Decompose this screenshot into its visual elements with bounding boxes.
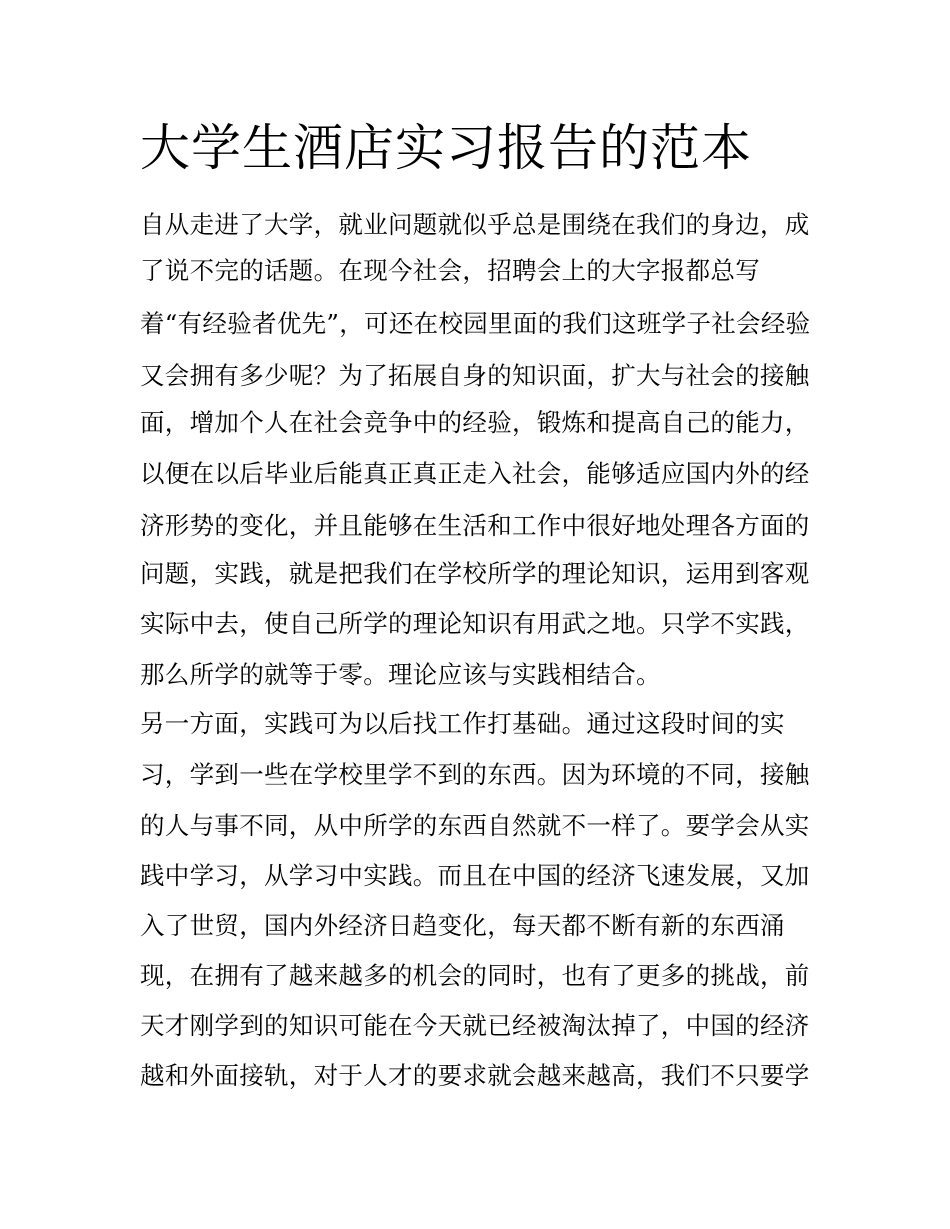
paragraph-1-line-7: 济形势的变化，并且能够在生活和工作中很好地处理各方面的 [140, 511, 810, 540]
paragraph-1-line-5: 面，增加个人在社会竞争中的经验，锻炼和提高自己的能力， [140, 408, 810, 437]
paragraph-1-line-6: 以便在以后毕业后能真正真正走入社会，能够适应国内外的经 [140, 459, 810, 488]
paragraph-2-line-4: 践中学习，从学习中实践。而且在中国的经济飞速发展，又加 [140, 861, 810, 890]
paragraph-1-line-10: 那么所学的就等于零。理论应该与实践相结合。 [140, 660, 661, 689]
paragraph-1-line-9: 实际中去，使自己所学的理论知识有用武之地。只学不实践， [140, 609, 810, 638]
paragraph-2-line-1: 另一方面，实践可为以后找工作打基础。通过这段时间的实 [140, 709, 785, 738]
paragraph-1-line-2: 了说不完的话题。在现今社会，招聘会上的大字报都总写 [140, 256, 760, 285]
paragraph-1-line-1: 自从走进了大学，就业问题就似乎总是围绕在我们的身边，成 [140, 210, 810, 239]
paragraph-2-line-2: 习，学到一些在学校里学不到的东西。因为环境的不同，接触 [140, 760, 810, 789]
paragraph-1-line-3: 着“有经验者优先”，可还在校园里面的我们这班学子社会经验 [140, 309, 811, 338]
paragraph-1-line-4: 又会拥有多少呢？为了拓展自身的知识面，扩大与社会的接触 [140, 361, 810, 390]
paragraph-2-line-8: 越和外面接轨，对于人才的要求就会越来越高，我们不只要学 [140, 1061, 810, 1090]
paragraph-2-line-5: 入了世贸，国内外经济日趋变化，每天都不断有新的东西涌 [140, 911, 785, 940]
document-title: 大学生酒店实习报告的范本 [140, 119, 752, 177]
paragraph-2-line-6: 现，在拥有了越来越多的机会的同时，也有了更多的挑战，前 [140, 961, 810, 990]
paragraph-2-line-7: 天才刚学到的知识可能在今天就已经被淘汰掉了，中国的经济 [140, 1011, 810, 1040]
paragraph-2-line-3: 的人与事不同，从中所学的东西自然就不一样了。要学会从实 [140, 811, 810, 840]
paragraph-1-line-8: 问题，实践，就是把我们在学校所学的理论知识，运用到客观 [140, 559, 810, 588]
